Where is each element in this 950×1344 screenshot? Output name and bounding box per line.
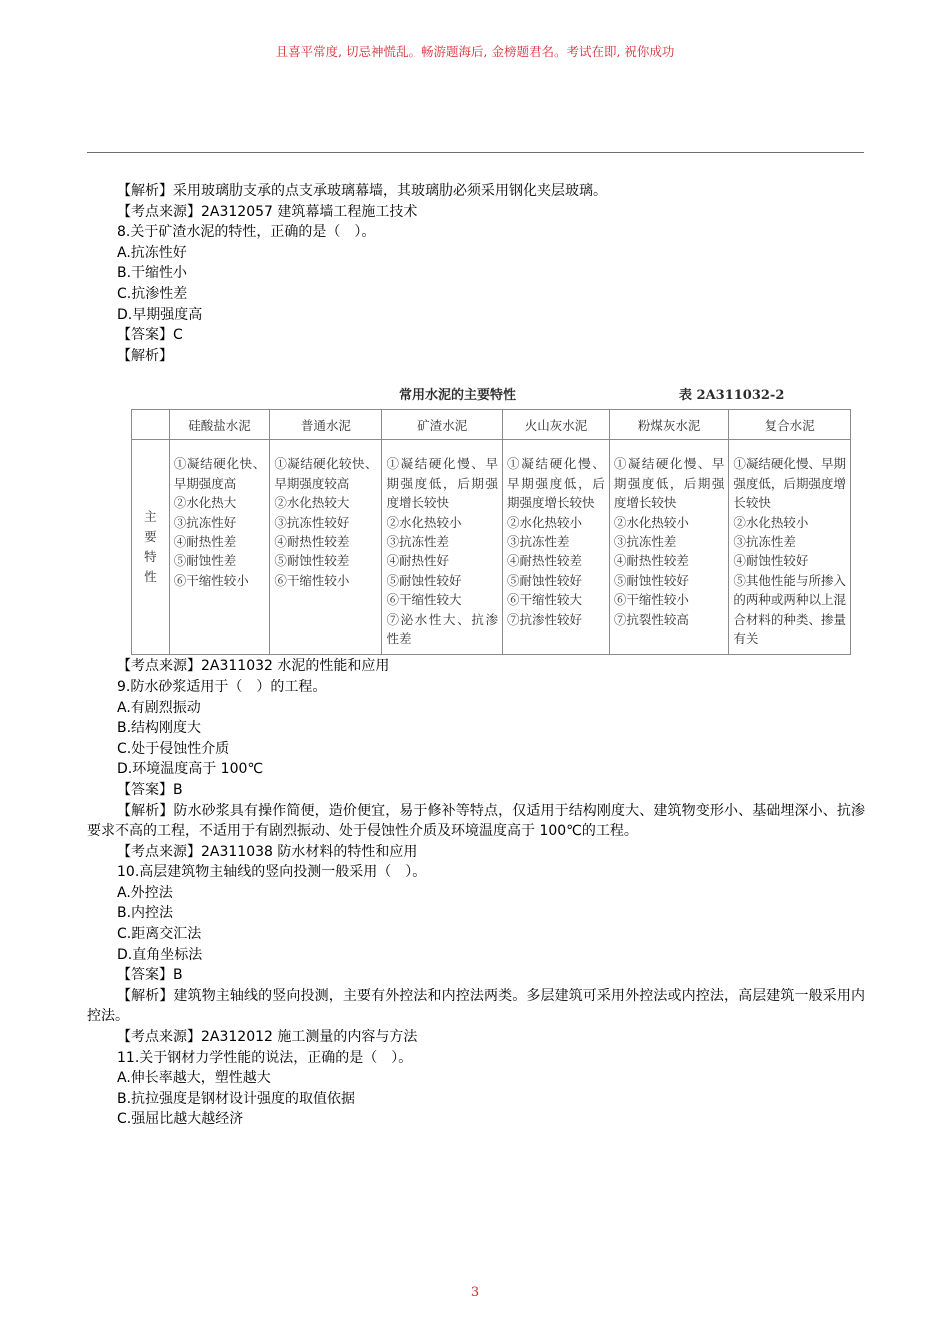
option-d: D.早期强度高 — [117, 306, 203, 323]
cell-item: ⑥干缩性较小 — [173, 572, 249, 588]
cell-item: ②水化热较小 — [386, 514, 462, 530]
table-title-row — [131, 384, 851, 404]
column-header: 普通水泥 — [270, 410, 382, 440]
option-c: C.距离交汇法 — [117, 926, 202, 943]
answer-line: 【答案】C — [117, 327, 183, 344]
cell-item: ⑥干缩性较大 — [386, 592, 462, 608]
question-11: 11.关于钢材力学性能的说法，正确的是（ ）。 — [117, 1049, 413, 1066]
cell-item: ②水化热较小 — [733, 514, 809, 530]
cell-item: ①凝结硬化慢、早期强度低，后期强度增长较快 — [386, 456, 498, 511]
cell-item: ④耐热性差 — [173, 533, 237, 549]
cell-item: ③抗冻性差 — [613, 533, 677, 549]
cell-item: ②水化热较小 — [613, 514, 689, 530]
question-9: 9.防水砂浆适用于（ ）的工程。 — [117, 678, 327, 695]
cell-item: ③抗冻性差 — [386, 533, 449, 549]
table-cell — [382, 440, 503, 655]
mid-lines-2 — [87, 842, 865, 986]
cell-item: ②水化热较小 — [507, 514, 583, 530]
cell-item: ④耐热性较差 — [613, 553, 689, 569]
option-d: D.环境温度高于 100℃ — [117, 761, 264, 778]
cell-item: ②水化热大 — [173, 495, 237, 511]
mid-lines — [87, 656, 865, 800]
cell-item: ⑥干缩性较小 — [274, 572, 350, 588]
option-c: C.抗渗性差 — [117, 285, 188, 302]
table-cell — [609, 440, 728, 655]
row-label: 主要特性 — [132, 440, 170, 655]
header-divider — [87, 152, 864, 153]
cell-item: ⑤耐蚀性差 — [173, 553, 237, 569]
cell-item: ①凝结硬化慢、早期强度低，后期强度增长较快 — [613, 456, 725, 511]
column-header: 矿渣水泥 — [382, 410, 503, 440]
cell-item: ①凝结硬化较快、早期强度较高 — [274, 456, 378, 491]
column-header: 粉煤灰水泥 — [609, 410, 728, 440]
cell-item: ①凝结硬化慢、早期强度低，后期强度增长较快 — [507, 456, 605, 511]
cell-item: ⑤耐蚀性较好 — [386, 572, 462, 588]
table-cell — [270, 440, 382, 655]
option-d: D.直角坐标法 — [117, 946, 203, 963]
source-line: 【考点来源】2A312012 施工测量的内容与方法 — [117, 1029, 418, 1046]
page-content — [87, 181, 865, 1130]
table-cell — [503, 440, 610, 655]
option-a: A.有剧烈振动 — [117, 699, 201, 716]
text-line: 【解析】采用玻璃肋支承的点支承玻璃幕墙，其玻璃肋必须采用钢化夹层玻璃。 — [117, 183, 607, 199]
option-b: B.干缩性小 — [117, 265, 188, 282]
cement-properties-table — [131, 409, 851, 655]
top-lines — [87, 181, 865, 366]
cell-item: ②水化热较大 — [274, 495, 350, 511]
corner-cell — [132, 410, 170, 440]
cell-item: ⑦泌水性大、抗渗性差 — [386, 611, 498, 646]
cell-item: ⑦抗裂性较高 — [613, 611, 689, 627]
analysis-paragraph: 【解析】建筑物主轴线的竖向投测，主要有外控法和内控法两类。多层建筑可采用外控法或内控法，高层建筑一般采用内控法。 — [87, 987, 865, 1025]
answer-line: 【答案】B — [117, 967, 183, 984]
cement-table-figure — [131, 370, 855, 656]
option-b: B.内控法 — [117, 905, 174, 922]
bottom-lines — [87, 1027, 865, 1130]
cell-item: ⑤耐蚀性较好 — [613, 572, 689, 588]
cell-item: ⑦抗渗性较好 — [507, 611, 583, 627]
cell-item: ⑤耐蚀性较好 — [507, 572, 583, 588]
option-a: A.外控法 — [117, 884, 173, 901]
cell-item: ①凝结硬化慢、早期强度低，后期强度增长较快 — [733, 456, 846, 511]
option-c: C.强屈比越大越经济 — [117, 1111, 244, 1128]
table-title: 常用水泥的主要特性 — [399, 388, 517, 404]
table-cell — [169, 440, 270, 655]
source-line: 【考点来源】2A311038 防水材料的特性和应用 — [117, 843, 418, 860]
answer-line: 【答案】B — [117, 781, 183, 798]
cell-item: ④耐蚀性较好 — [733, 553, 809, 569]
cell-item: ④耐热性较差 — [507, 553, 583, 569]
cell-item: ④耐热性较差 — [274, 533, 350, 549]
option-b: B.抗拉强度是钢材设计强度的取值依据 — [117, 1090, 356, 1107]
text-line: 【考点来源】2A312057 建筑幕墙工程施工技术 — [117, 203, 418, 220]
question-10: 10.高层建筑物主轴线的竖向投测一般采用（ ）。 — [117, 864, 427, 881]
cell-item: ⑤其他性能与所掺入的两种或两种以上混合材料的种类、掺量有关 — [733, 572, 846, 646]
column-header: 火山灰水泥 — [503, 410, 610, 440]
page-header-motto: 且喜平常度, 切忌神慌乱。畅游题海后, 金榜题君名。考试在即, 祝你成功 — [275, 44, 675, 59]
cell-item: ①凝结硬化快、早期强度高 — [173, 456, 266, 491]
table-header-row — [132, 410, 851, 440]
table-code: 表 2A311032-2 — [679, 388, 785, 404]
cell-item: ③抗冻性较好 — [274, 514, 350, 530]
option-a: A.伸长率越大，塑性越大 — [117, 1070, 271, 1087]
question-8: 8.关于矿渣水泥的特性，正确的是（ ）。 — [117, 224, 376, 241]
cell-item: ⑥干缩性较小 — [613, 592, 689, 608]
cell-item: ③抗冻性好 — [173, 514, 237, 530]
table-cell — [729, 440, 851, 655]
cell-item: ④耐热性好 — [386, 553, 449, 569]
column-header: 硅酸盐水泥 — [169, 410, 270, 440]
page-number: 3 — [470, 1285, 480, 1300]
column-header: 复合水泥 — [729, 410, 851, 440]
table-body-row — [132, 440, 851, 655]
option-c: C.处于侵蚀性介质 — [117, 740, 230, 757]
option-a: A.抗冻性好 — [117, 244, 187, 261]
analysis-label: 【解析】 — [117, 347, 173, 364]
cell-item: ③抗冻性差 — [507, 533, 570, 549]
cell-item: ⑤耐蚀性较差 — [274, 553, 350, 569]
option-b: B.结构刚度大 — [117, 720, 202, 737]
cell-item: ⑥干缩性较大 — [507, 592, 583, 608]
cell-item: ③抗冻性差 — [733, 533, 796, 549]
analysis-paragraph: 【解析】防水砂浆具有操作简便，造价便宜，易于修补等特点，仅适用于结构刚度大、建筑物变形小、基础埋深小、抗渗要求不高的工程，不适用于有剧烈振动、处于侵蚀性介质及环境温度高于 100℃的工程。 — [87, 802, 865, 840]
source-line: 【考点来源】2A311032 水泥的性能和应用 — [117, 658, 390, 675]
